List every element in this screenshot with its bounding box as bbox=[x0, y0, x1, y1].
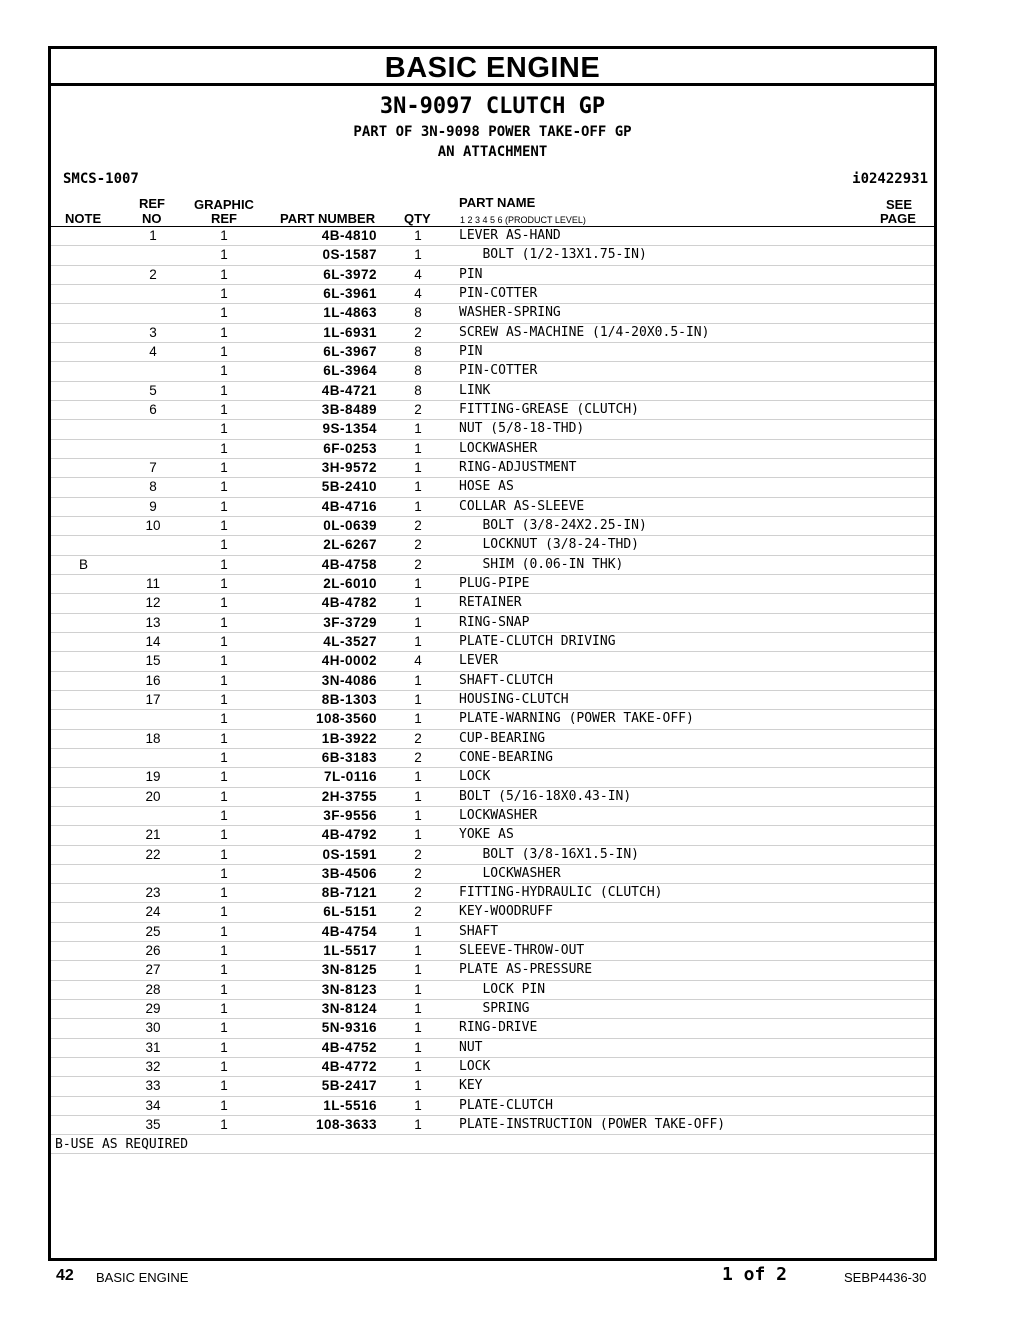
graphic-ref-cell: 1 bbox=[220, 228, 228, 243]
part-name-cell: PLATE AS-PRESSURE bbox=[459, 962, 593, 978]
graphic-ref-cell: 1 bbox=[220, 440, 228, 456]
table-row bbox=[51, 710, 934, 729]
qty-cell: 2 bbox=[414, 904, 422, 920]
graphic-ref-cell: 1 bbox=[220, 595, 228, 611]
part-name-cell: YOKE AS bbox=[459, 827, 514, 843]
part-number-cell: 6F-0253 bbox=[323, 440, 377, 456]
qty-cell: 1 bbox=[414, 962, 422, 978]
qty-cell: 2 bbox=[414, 846, 422, 862]
part-name-cell: PLATE-CLUTCH bbox=[459, 1097, 553, 1113]
table-row bbox=[51, 266, 934, 285]
table-row bbox=[51, 1077, 934, 1096]
part-name-cell: CONE-BEARING bbox=[459, 749, 553, 765]
qty-cell: 1 bbox=[414, 1039, 422, 1055]
part-name-cell: KEY bbox=[459, 1078, 483, 1094]
ref-no-cell: 5 bbox=[149, 382, 157, 398]
graphic-ref-cell: 1 bbox=[220, 324, 228, 340]
graphic-ref-cell: 1 bbox=[220, 266, 228, 282]
table-row bbox=[51, 1000, 934, 1019]
part-name-cell: LOCKWASHER bbox=[459, 865, 561, 881]
ref-no-cell: 26 bbox=[145, 943, 161, 959]
graphic-ref-cell: 1 bbox=[220, 517, 228, 533]
table-row bbox=[51, 401, 934, 420]
qty-cell: 1 bbox=[414, 479, 422, 495]
part-number-cell: 2L-6010 bbox=[323, 575, 377, 591]
part-name-cell: SLEEVE-THROW-OUT bbox=[459, 943, 585, 959]
ref-no-cell: 3 bbox=[149, 324, 157, 340]
graphic-ref-cell: 1 bbox=[220, 614, 228, 630]
part-number-cell: 8B-7121 bbox=[321, 885, 377, 901]
graphic-ref-cell: 1 bbox=[220, 1020, 228, 1036]
graphic-ref-cell: 1 bbox=[220, 498, 228, 514]
part-name-cell: FITTING-HYDRAULIC (CLUTCH) bbox=[459, 885, 663, 901]
part-number-cell: 3B-4506 bbox=[321, 865, 377, 881]
part-number-cell: 0L-0639 bbox=[323, 517, 377, 533]
footnote: B-USE AS REQUIRED bbox=[51, 1135, 934, 1154]
part-number-cell: 3F-9556 bbox=[323, 807, 377, 823]
table-row bbox=[51, 865, 934, 884]
graphic-ref-cell: 1 bbox=[220, 537, 228, 553]
qty-cell: 1 bbox=[414, 788, 422, 804]
part-name-cell: WASHER-SPRING bbox=[459, 305, 561, 321]
graphic-ref-cell: 1 bbox=[220, 459, 228, 475]
qty-cell: 1 bbox=[414, 711, 422, 727]
page-of: 1 of 2 bbox=[722, 1264, 788, 1285]
note-cell: B bbox=[79, 556, 89, 572]
table-row bbox=[51, 749, 934, 768]
qty-cell: 2 bbox=[414, 401, 422, 417]
part-name-cell: RING-DRIVE bbox=[459, 1020, 538, 1036]
graphic-ref-cell: 1 bbox=[220, 343, 228, 359]
ref-no-cell: 6 bbox=[149, 401, 157, 417]
graphic-ref-cell: 1 bbox=[220, 575, 228, 591]
graphic-ref-cell: 1 bbox=[220, 865, 228, 881]
ref-no-cell: 23 bbox=[145, 885, 161, 901]
part-number-cell: 3B-8489 bbox=[321, 401, 377, 417]
table-row bbox=[51, 498, 934, 517]
ref-no-cell: 1 bbox=[149, 228, 157, 243]
table-row bbox=[51, 420, 934, 439]
ref-no-cell: 29 bbox=[145, 1001, 161, 1017]
part-name-cell: HOSE AS bbox=[459, 479, 514, 495]
part-name-cell: KEY-WOODRUFF bbox=[459, 904, 553, 920]
table-row bbox=[51, 556, 934, 575]
part-name-cell: BOLT (3/8-16X1.5-IN) bbox=[459, 846, 640, 862]
part-number-cell: 5B-2417 bbox=[321, 1078, 377, 1094]
graphic-ref-cell: 1 bbox=[220, 1001, 228, 1017]
graphic-ref-cell: 1 bbox=[220, 1059, 228, 1075]
part-name-cell: SHIM (0.06-IN THK) bbox=[459, 556, 624, 572]
col-see-top: SEE bbox=[886, 197, 913, 212]
table-row bbox=[51, 826, 934, 845]
footer-section: BASIC ENGINE bbox=[96, 1270, 189, 1285]
illustration-id: i02422931 bbox=[852, 171, 928, 187]
qty-cell: 1 bbox=[414, 1097, 422, 1113]
table-row bbox=[51, 652, 934, 671]
graphic-ref-cell: 1 bbox=[220, 1097, 228, 1113]
table-row bbox=[51, 942, 934, 961]
part-number-cell: 4B-4810 bbox=[321, 228, 377, 243]
graphic-ref-cell: 1 bbox=[220, 730, 228, 746]
part-name-cell: PLATE-CLUTCH DRIVING bbox=[459, 633, 616, 649]
table-row bbox=[51, 285, 934, 304]
qty-cell: 1 bbox=[414, 1078, 422, 1094]
parts-list-frame bbox=[48, 46, 937, 1261]
qty-cell: 8 bbox=[414, 382, 422, 398]
qty-cell: 1 bbox=[414, 1117, 422, 1133]
part-name-cell: LEVER AS-HAND bbox=[459, 228, 561, 243]
col-graphic-bottom: REF bbox=[211, 211, 237, 226]
part-name-cell: HOUSING-CLUTCH bbox=[459, 691, 569, 707]
qty-cell: 2 bbox=[414, 324, 422, 340]
part-number-cell: 3F-3729 bbox=[323, 614, 377, 630]
part-number-cell: 6L-3967 bbox=[323, 343, 377, 359]
qty-cell: 1 bbox=[414, 672, 422, 688]
part-name-cell: PIN bbox=[459, 343, 483, 359]
part-name-cell: LOCKWASHER bbox=[459, 440, 538, 456]
qty-cell: 4 bbox=[414, 285, 422, 301]
qty-cell: 8 bbox=[414, 363, 422, 379]
qty-cell: 1 bbox=[414, 575, 422, 591]
graphic-ref-cell: 1 bbox=[220, 382, 228, 398]
parts-table bbox=[51, 227, 934, 1154]
qty-cell: 1 bbox=[414, 807, 422, 823]
graphic-ref-cell: 1 bbox=[220, 556, 228, 572]
graphic-ref-cell: 1 bbox=[220, 943, 228, 959]
part-number-cell: 108-3560 bbox=[315, 711, 377, 727]
part-number-cell: 1L-5517 bbox=[323, 943, 377, 959]
part-number-cell: 5B-2410 bbox=[321, 479, 377, 495]
graphic-ref-cell: 1 bbox=[220, 769, 228, 785]
part-number-cell: 9S-1354 bbox=[322, 421, 377, 437]
qty-cell: 1 bbox=[414, 769, 422, 785]
part-name-cell: PIN-COTTER bbox=[459, 363, 538, 379]
qty-cell: 2 bbox=[414, 556, 422, 572]
qty-cell: 4 bbox=[414, 653, 422, 669]
ref-no-cell: 35 bbox=[145, 1117, 161, 1133]
part-name-cell: NUT bbox=[459, 1039, 483, 1055]
table-row bbox=[51, 1116, 934, 1135]
ref-no-cell: 20 bbox=[145, 788, 161, 804]
part-name-cell: COLLAR AS-SLEEVE bbox=[459, 498, 585, 514]
graphic-ref-cell: 1 bbox=[220, 247, 228, 263]
part-number-cell: 1L-4863 bbox=[323, 305, 377, 321]
table-row bbox=[51, 961, 934, 980]
ref-no-cell: 21 bbox=[145, 827, 161, 843]
qty-cell: 8 bbox=[414, 343, 422, 359]
ref-no-cell: 19 bbox=[145, 769, 161, 785]
graphic-ref-cell: 1 bbox=[220, 285, 228, 301]
qty-cell: 1 bbox=[414, 440, 422, 456]
table-row bbox=[51, 575, 934, 594]
table-row bbox=[51, 324, 934, 343]
qty-cell: 2 bbox=[414, 517, 422, 533]
graphic-ref-cell: 1 bbox=[220, 653, 228, 669]
graphic-ref-cell: 1 bbox=[220, 1078, 228, 1094]
part-name-cell: BOLT (5/16-18X0.43-IN) bbox=[459, 788, 632, 804]
part-number-cell: 7L-0116 bbox=[323, 769, 377, 785]
part-name-cell: PLATE-INSTRUCTION (POWER TAKE-OFF) bbox=[459, 1117, 726, 1133]
table-row bbox=[51, 1019, 934, 1038]
table-row bbox=[51, 343, 934, 362]
ref-no-cell: 24 bbox=[145, 904, 161, 920]
part-name-cell: SPRING bbox=[459, 1001, 530, 1017]
table-row bbox=[51, 1058, 934, 1077]
part-name-cell: LOCK bbox=[459, 769, 491, 785]
qty-cell: 4 bbox=[414, 266, 422, 282]
table-row bbox=[51, 304, 934, 323]
part-number-cell: 4B-4754 bbox=[321, 923, 377, 939]
ref-no-cell: 30 bbox=[145, 1020, 161, 1036]
table-row bbox=[51, 246, 934, 265]
ref-no-cell: 27 bbox=[145, 962, 161, 978]
qty-cell: 1 bbox=[414, 691, 422, 707]
graphic-ref-cell: 1 bbox=[220, 421, 228, 437]
part-name-cell: LOCK bbox=[459, 1059, 491, 1075]
graphic-ref-cell: 1 bbox=[220, 788, 228, 804]
ref-no-cell: 28 bbox=[145, 981, 161, 997]
part-number-cell: 4L-3527 bbox=[323, 633, 377, 649]
graphic-ref-cell: 1 bbox=[220, 962, 228, 978]
part-number-cell: 5N-9316 bbox=[321, 1020, 377, 1036]
part-number-cell: 2L-6267 bbox=[323, 537, 377, 553]
table-row bbox=[51, 691, 934, 710]
part-name-cell: CUP-BEARING bbox=[459, 730, 546, 746]
ref-no-cell: 8 bbox=[149, 479, 157, 495]
qty-cell: 1 bbox=[414, 1059, 422, 1075]
part-name-cell: SHAFT-CLUTCH bbox=[459, 672, 553, 688]
part-number-cell: 6B-3183 bbox=[321, 749, 377, 765]
qty-cell: 1 bbox=[414, 498, 422, 514]
qty-cell: 8 bbox=[414, 305, 422, 321]
col-qty: QTY bbox=[404, 211, 431, 226]
part-name-cell: LOCK PIN bbox=[459, 981, 546, 997]
qty-cell: 1 bbox=[414, 943, 422, 959]
part-number-cell: 4B-4721 bbox=[321, 382, 377, 398]
part-number-cell: 4B-4792 bbox=[321, 827, 377, 843]
part-number-cell: 4H-0002 bbox=[321, 653, 377, 669]
part-name-cell: LINK bbox=[459, 382, 491, 398]
qty-cell: 1 bbox=[414, 595, 422, 611]
table-row bbox=[51, 382, 934, 401]
ref-no-cell: 14 bbox=[145, 633, 161, 649]
col-part-number: PART NUMBER bbox=[280, 211, 376, 226]
column-header bbox=[51, 193, 934, 227]
table-row bbox=[51, 536, 934, 555]
ref-no-cell: 34 bbox=[145, 1097, 161, 1113]
graphic-ref-cell: 1 bbox=[220, 1039, 228, 1055]
qty-cell: 1 bbox=[414, 923, 422, 939]
part-number-cell: 0S-1591 bbox=[322, 846, 377, 862]
part-number-cell: 1L-5516 bbox=[323, 1097, 377, 1113]
part-name-cell: BOLT (1/2-13X1.75-IN) bbox=[459, 247, 647, 263]
qty-cell: 1 bbox=[414, 827, 422, 843]
table-row bbox=[51, 768, 934, 787]
ref-no-cell: 11 bbox=[145, 575, 160, 591]
col-product-level: 1 2 3 4 5 6 (PRODUCT LEVEL) bbox=[460, 215, 586, 225]
ref-no-cell: 2 bbox=[149, 266, 157, 282]
part-number-cell: 0S-1587 bbox=[322, 247, 377, 263]
part-name-cell: PLATE-WARNING (POWER TAKE-OFF) bbox=[459, 711, 694, 727]
table-row bbox=[51, 923, 934, 942]
ref-no-cell: 17 bbox=[145, 691, 161, 707]
part-name-cell: FITTING-GREASE (CLUTCH) bbox=[459, 401, 640, 417]
table-row bbox=[51, 517, 934, 536]
page-number: 42 bbox=[56, 1267, 74, 1284]
part-number-cell: 4B-4752 bbox=[321, 1039, 377, 1055]
ref-no-cell: 9 bbox=[149, 498, 157, 514]
table-row bbox=[51, 788, 934, 807]
qty-cell: 1 bbox=[414, 228, 422, 243]
table-row bbox=[51, 614, 934, 633]
graphic-ref-cell: 1 bbox=[220, 981, 228, 997]
col-ref-top: REF bbox=[139, 196, 165, 211]
attachment-line: AN ATTACHMENT bbox=[437, 144, 548, 160]
part-number-cell: 6L-3964 bbox=[323, 363, 377, 379]
table-row bbox=[51, 478, 934, 497]
table-row bbox=[51, 594, 934, 613]
table-row bbox=[51, 362, 934, 381]
table-row bbox=[51, 903, 934, 922]
part-name-cell: BOLT (3/8-24X2.25-IN) bbox=[459, 517, 647, 533]
graphic-ref-cell: 1 bbox=[220, 904, 228, 920]
col-part-name: PART NAME bbox=[459, 195, 536, 210]
graphic-ref-cell: 1 bbox=[220, 672, 228, 688]
part-number-cell: 3N-8125 bbox=[321, 962, 377, 978]
qty-cell: 2 bbox=[414, 730, 422, 746]
col-ref-bottom: NO bbox=[142, 211, 162, 226]
qty-cell: 1 bbox=[414, 981, 422, 997]
part-number-cell: 4B-4758 bbox=[321, 556, 377, 572]
part-number-cell: 8B-1303 bbox=[321, 691, 377, 707]
table-row bbox=[51, 846, 934, 865]
part-name-cell: LOCKNUT (3/8-24-THD) bbox=[459, 537, 640, 553]
qty-cell: 2 bbox=[414, 865, 422, 881]
table-row bbox=[51, 1039, 934, 1058]
part-number-cell: 108-3633 bbox=[315, 1117, 377, 1133]
qty-cell: 1 bbox=[414, 459, 422, 475]
part-name-cell: SHAFT bbox=[459, 923, 499, 939]
graphic-ref-cell: 1 bbox=[220, 363, 228, 379]
part-number-cell: 1L-6931 bbox=[323, 324, 377, 340]
document-code: SEBP4436-30 bbox=[844, 1270, 927, 1285]
part-name-cell: LEVER bbox=[459, 653, 499, 669]
col-note: NOTE bbox=[65, 211, 102, 226]
table-row bbox=[51, 459, 934, 478]
part-number-cell: 3N-8123 bbox=[321, 981, 377, 997]
part-number-cell: 4B-4782 bbox=[321, 595, 377, 611]
table-row bbox=[51, 981, 934, 1000]
part-number-cell: 1B-3922 bbox=[321, 730, 377, 746]
ref-no-cell: 25 bbox=[145, 923, 161, 939]
part-number-cell: 3N-4086 bbox=[321, 672, 377, 688]
qty-cell: 1 bbox=[414, 247, 422, 263]
qty-cell: 2 bbox=[414, 537, 422, 553]
graphic-ref-cell: 1 bbox=[220, 1117, 228, 1133]
part-name-cell: RETAINER bbox=[459, 595, 522, 611]
ref-no-cell: 15 bbox=[145, 653, 161, 669]
graphic-ref-cell: 1 bbox=[220, 711, 228, 727]
qty-cell: 2 bbox=[414, 885, 422, 901]
part-name-cell: SCREW AS-MACHINE (1/4-20X0.5-IN) bbox=[459, 324, 710, 340]
col-graphic-top: GRAPHIC bbox=[194, 197, 254, 212]
qty-cell: 1 bbox=[414, 633, 422, 649]
page-footer bbox=[0, 1262, 1020, 1292]
qty-cell: 1 bbox=[414, 614, 422, 630]
ref-no-cell: 31 bbox=[145, 1039, 161, 1055]
smcs-code: SMCS-1007 bbox=[63, 171, 139, 187]
part-number-cell: 4B-4716 bbox=[321, 498, 377, 514]
part-number-cell: 6L-5151 bbox=[323, 904, 377, 920]
graphic-ref-cell: 1 bbox=[220, 479, 228, 495]
group-title: 3N-9097 CLUTCH GP bbox=[379, 94, 606, 119]
table-row bbox=[51, 672, 934, 691]
graphic-ref-cell: 1 bbox=[220, 691, 228, 707]
table-row bbox=[51, 227, 934, 246]
graphic-ref-cell: 1 bbox=[220, 305, 228, 321]
qty-cell: 2 bbox=[414, 749, 422, 765]
ref-no-cell: 22 bbox=[145, 846, 161, 862]
qty-cell: 1 bbox=[414, 421, 422, 437]
table-row bbox=[51, 730, 934, 749]
ref-no-cell: 33 bbox=[145, 1078, 161, 1094]
table-row bbox=[51, 884, 934, 903]
ref-no-cell: 12 bbox=[145, 595, 161, 611]
graphic-ref-cell: 1 bbox=[220, 749, 228, 765]
ref-no-cell: 32 bbox=[145, 1059, 161, 1075]
ref-no-cell: 4 bbox=[149, 343, 157, 359]
table-row bbox=[51, 440, 934, 459]
graphic-ref-cell: 1 bbox=[220, 846, 228, 862]
part-number-cell: 3N-8124 bbox=[321, 1001, 377, 1017]
part-of-line: PART OF 3N-9098 POWER TAKE-OFF GP bbox=[353, 124, 632, 140]
ref-no-cell: 7 bbox=[149, 459, 157, 475]
col-see-bottom: PAGE bbox=[880, 211, 916, 226]
graphic-ref-cell: 1 bbox=[220, 633, 228, 649]
table-row bbox=[51, 1097, 934, 1116]
graphic-ref-cell: 1 bbox=[220, 885, 228, 901]
part-name-cell: PIN bbox=[459, 266, 483, 282]
part-number-cell: 6L-3961 bbox=[323, 285, 377, 301]
section-title: BASIC ENGINE bbox=[51, 49, 934, 86]
part-number-cell: 4B-4772 bbox=[321, 1059, 377, 1075]
part-name-cell: LOCKWASHER bbox=[459, 807, 538, 823]
ref-no-cell: 16 bbox=[145, 672, 161, 688]
table-row bbox=[51, 807, 934, 826]
graphic-ref-cell: 1 bbox=[220, 923, 228, 939]
part-number-cell: 3H-9572 bbox=[321, 459, 377, 475]
table-row bbox=[51, 633, 934, 652]
graphic-ref-cell: 1 bbox=[220, 807, 228, 823]
part-name-cell: RING-ADJUSTMENT bbox=[459, 459, 577, 475]
part-number-cell: 6L-3972 bbox=[323, 266, 377, 282]
graphic-ref-cell: 1 bbox=[220, 401, 228, 417]
part-name-cell: PIN-COTTER bbox=[459, 285, 538, 301]
part-name-cell: PLUG-PIPE bbox=[459, 575, 530, 591]
qty-cell: 1 bbox=[414, 1020, 422, 1036]
part-name-cell: RING-SNAP bbox=[459, 614, 530, 630]
ref-no-cell: 10 bbox=[145, 517, 161, 533]
ref-no-cell: 13 bbox=[145, 614, 161, 630]
ref-no-cell: 18 bbox=[145, 730, 161, 746]
part-number-cell: 2H-3755 bbox=[321, 788, 377, 804]
part-name-cell: NUT (5/8-18-THD) bbox=[459, 421, 585, 437]
graphic-ref-cell: 1 bbox=[220, 827, 228, 843]
qty-cell: 1 bbox=[414, 1001, 422, 1017]
